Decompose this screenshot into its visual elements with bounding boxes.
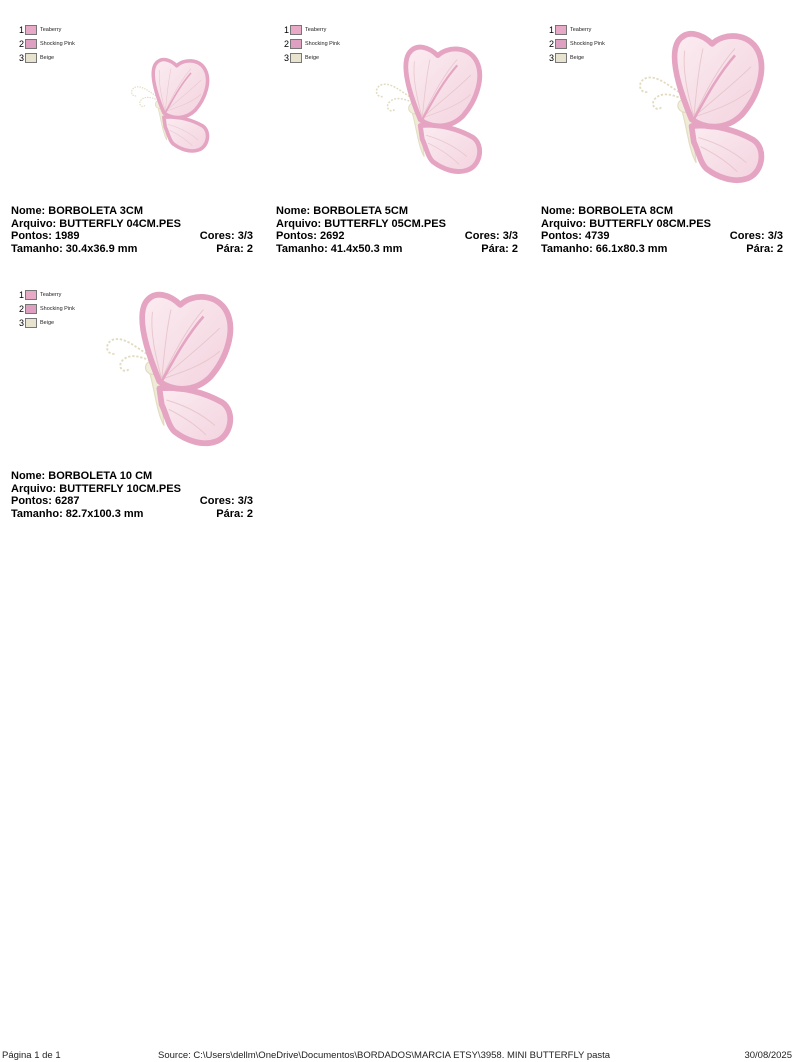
legend-color-name: Beige (305, 55, 320, 61)
color-legend (15, 288, 75, 330)
stitch-count: Pontos: 1989 (11, 230, 80, 242)
legend-color-name: Beige (570, 55, 585, 61)
legend-color-name: Teaberry (305, 27, 327, 33)
legend-row (545, 23, 605, 37)
color-swatch-icon (555, 53, 567, 63)
design-info (11, 205, 253, 255)
butterfly-design-image (623, 23, 783, 195)
design-name: Nome: BORBOLETA 8CM (541, 205, 673, 217)
color-legend (280, 23, 340, 65)
stitch-count: Pontos: 6287 (11, 495, 80, 507)
color-swatch-icon (25, 25, 37, 35)
legend-row (15, 316, 75, 330)
stitch-count: Pontos: 2692 (276, 230, 345, 242)
color-swatch-icon (25, 39, 37, 49)
legend-number: 1 (18, 290, 24, 300)
legend-number: 3 (283, 53, 289, 63)
page-number: Página 1 de 1 (2, 1050, 61, 1061)
legend-row (15, 302, 75, 316)
legend-number: 2 (548, 39, 554, 49)
stop-count: Pára: 2 (216, 242, 253, 255)
stop-count: Pára: 2 (746, 242, 783, 255)
legend-number: 1 (283, 25, 289, 35)
legend-row (15, 288, 75, 302)
legend-color-name: Shocking Pink (305, 41, 340, 47)
color-swatch-icon (290, 53, 302, 63)
design-size: Tamanho: 82.7x100.3 mm (11, 507, 144, 520)
legend-number: 2 (283, 39, 289, 49)
legend-number: 3 (18, 318, 24, 328)
design-card (11, 13, 261, 268)
color-swatch-icon (555, 39, 567, 49)
legend-color-name: Shocking Pink (570, 41, 605, 47)
color-legend (545, 23, 605, 65)
design-card (541, 13, 791, 268)
color-swatch-icon (25, 290, 37, 300)
legend-color-name: Shocking Pink (40, 306, 75, 312)
color-swatch-icon (25, 304, 37, 314)
design-name: Nome: BORBOLETA 10 CM (11, 470, 153, 482)
design-info (276, 205, 518, 255)
legend-number: 2 (18, 39, 24, 49)
legend-row (15, 51, 75, 65)
legend-color-name: Teaberry (40, 292, 62, 298)
color-count: Cores: 3/3 (464, 230, 518, 242)
butterfly-design-image (362, 31, 498, 191)
legend-color-name: Beige (40, 55, 55, 61)
legend-row (545, 51, 605, 65)
legend-row (280, 37, 340, 51)
butterfly-design-image (89, 284, 253, 458)
stop-count: Pára: 2 (216, 507, 253, 520)
design-name: Nome: BORBOLETA 5CM (276, 205, 408, 217)
legend-row (280, 23, 340, 37)
design-file: Arquivo: BUTTERFLY 08CM.PES (541, 217, 711, 230)
legend-color-name: Beige (40, 320, 55, 326)
design-name: Nome: BORBOLETA 3CM (11, 205, 143, 217)
design-card (276, 13, 526, 268)
design-file: Arquivo: BUTTERFLY 10CM.PES (11, 482, 181, 495)
legend-row (545, 37, 605, 51)
color-swatch-icon (555, 25, 567, 35)
color-count: Cores: 3/3 (199, 230, 253, 242)
design-info (541, 205, 783, 255)
design-size: Tamanho: 30.4x36.9 mm (11, 242, 138, 255)
color-count: Cores: 3/3 (729, 230, 783, 242)
legend-number: 2 (18, 304, 24, 314)
legend-color-name: Teaberry (40, 27, 62, 33)
butterfly-design-image (121, 49, 221, 164)
color-swatch-icon (290, 39, 302, 49)
design-file: Arquivo: BUTTERFLY 04CM.PES (11, 217, 181, 230)
legend-number: 1 (548, 25, 554, 35)
design-size: Tamanho: 66.1x80.3 mm (541, 242, 668, 255)
color-swatch-icon (290, 25, 302, 35)
legend-number: 3 (18, 53, 24, 63)
legend-color-name: Teaberry (570, 27, 592, 33)
page-footer (0, 1050, 794, 1062)
print-date: 30/08/2025 (744, 1050, 792, 1061)
design-file: Arquivo: BUTTERFLY 05CM.PES (276, 217, 446, 230)
stop-count: Pára: 2 (481, 242, 518, 255)
stitch-count: Pontos: 4739 (541, 230, 610, 242)
legend-number: 1 (18, 25, 24, 35)
legend-row (280, 51, 340, 65)
source-path: Source: C:\Users\dellm\OneDrive\Documentos\BORDADOS\MARCIA ETSY\3958. MINI BUTTERFLY pasta (158, 1050, 611, 1061)
design-size: Tamanho: 41.4x50.3 mm (276, 242, 403, 255)
legend-row (15, 23, 75, 37)
color-swatch-icon (25, 318, 37, 328)
design-card (11, 278, 261, 533)
legend-color-name: Shocking Pink (40, 41, 75, 47)
color-count: Cores: 3/3 (199, 495, 253, 507)
legend-number: 3 (548, 53, 554, 63)
color-legend (15, 23, 75, 65)
legend-row (15, 37, 75, 51)
design-info (11, 470, 253, 520)
color-swatch-icon (25, 53, 37, 63)
